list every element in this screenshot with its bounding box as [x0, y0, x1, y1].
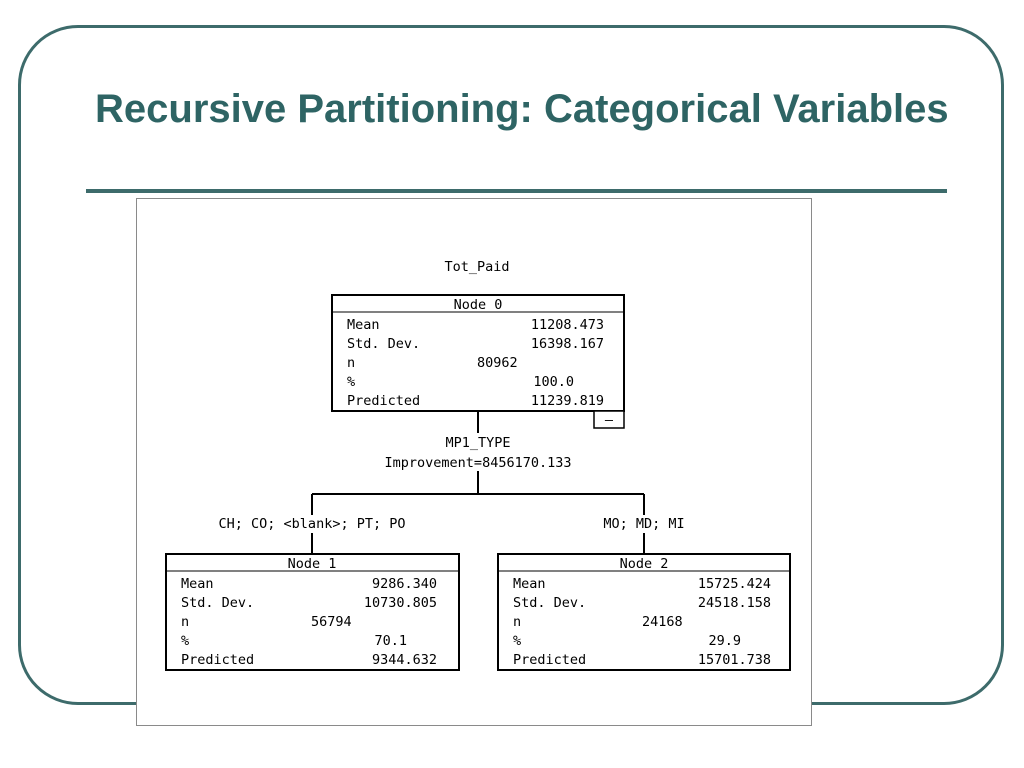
root-stat-label: Mean — [347, 317, 380, 333]
tree-diagram-panel — [136, 198, 812, 726]
split-variable-label: MP1_TYPE — [445, 435, 511, 451]
root-stat-value: 100.0 — [533, 374, 574, 390]
root-stat-label: n — [347, 355, 356, 371]
node-1-stat-value: 9344.632 — [371, 652, 437, 668]
node-2-stat-value: 15701.738 — [697, 652, 771, 668]
right-branch-label: MO; MD; MI — [603, 516, 685, 532]
node-1-stat-value: 70.1 — [374, 633, 407, 649]
root-stat-label: Predicted — [347, 393, 421, 409]
root-stat-value: 11208.473 — [530, 317, 604, 333]
root-stat-value: 16398.167 — [530, 336, 604, 352]
minus-icon[interactable]: — — [604, 412, 614, 428]
node-1-stat-label: Std. Dev. — [181, 595, 255, 611]
node-2-stat-value: 24168 — [642, 614, 683, 630]
node-1-stat-label: Mean — [181, 576, 214, 592]
node-2-stat-label: Std. Dev. — [513, 595, 587, 611]
node-2-stat-label: n — [513, 614, 522, 630]
node-1-stat-value: 10730.805 — [363, 595, 437, 611]
collapse-toggle[interactable] — [594, 411, 624, 428]
title-divider — [86, 189, 947, 193]
root-node — [332, 295, 624, 411]
node-1-stat-label: % — [181, 633, 190, 649]
node-2-stat-value: 29.9 — [708, 633, 741, 649]
slide-title: Recursive Partitioning: Categorical Variables — [95, 87, 949, 131]
target-variable-label: Tot_Paid — [444, 259, 510, 275]
root-stat-label: % — [347, 374, 356, 390]
node-1-title: Node 1 — [287, 556, 337, 572]
node-1-stat-value: 56794 — [311, 614, 352, 630]
node-1-stat-label: Predicted — [181, 652, 255, 668]
child-node-1 — [166, 554, 459, 670]
node-2-stat-value: 24518.158 — [697, 595, 771, 611]
node-2-stat-label: Predicted — [513, 652, 587, 668]
node-2-stat-label: Mean — [513, 576, 546, 592]
node-1-stat-value: 9286.340 — [371, 576, 437, 592]
root-stat-value: 80962 — [477, 355, 518, 371]
left-branch-label: CH; CO; <blank>; PT; PO — [218, 516, 406, 532]
split-improvement-label: Improvement=8456170.133 — [384, 455, 572, 471]
tree-diagram — [137, 199, 813, 727]
node-2-stat-label: % — [513, 633, 522, 649]
root-stat-label: Std. Dev. — [347, 336, 421, 352]
node-2-title: Node 2 — [619, 556, 669, 572]
node-1-stat-label: n — [181, 614, 190, 630]
child-node-2 — [498, 554, 790, 670]
node-2-stat-value: 15725.424 — [697, 576, 771, 592]
root-stat-value: 11239.819 — [530, 393, 604, 409]
root-node-title: Node 0 — [453, 297, 503, 313]
